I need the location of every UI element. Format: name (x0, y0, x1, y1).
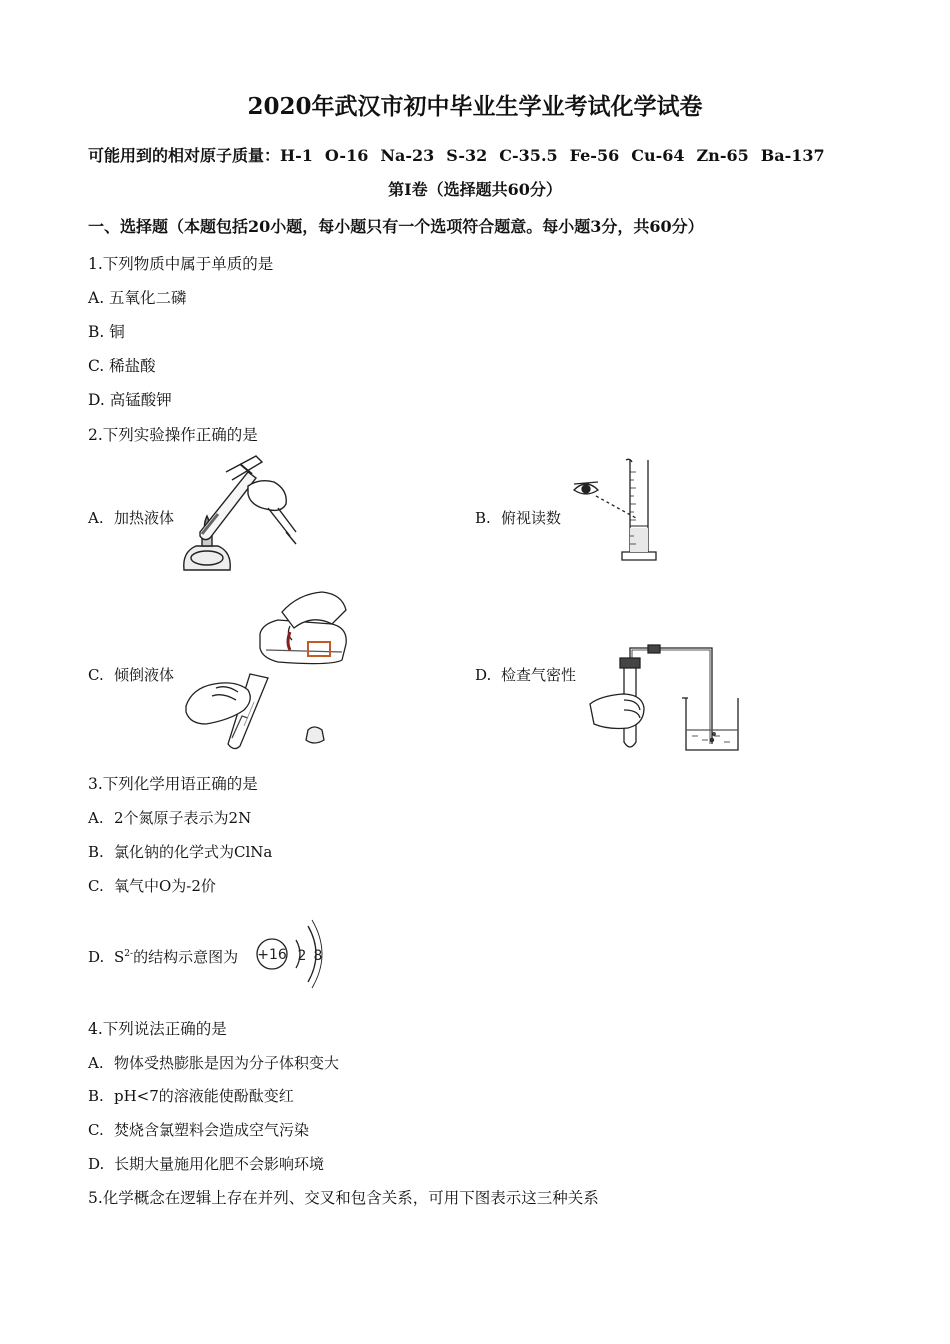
q3-option-b (88, 841, 272, 862)
q2-option-a-letter: A. (88, 509, 104, 527)
atomic-mass-item: H-1 (280, 146, 313, 165)
atomic-masses (88, 143, 825, 166)
shell-2-electrons: 8 (313, 948, 323, 964)
q3-option-c-letter: C. (88, 877, 104, 895)
q4-option-a (88, 1052, 339, 1073)
q4-option-d-text: 长期大量施用化肥不会影响环境 (114, 1155, 325, 1173)
pouring-liquid-figure (182, 588, 362, 750)
q1-option-c: C. 稀盐酸 (88, 357, 156, 375)
q4-option-d (88, 1153, 324, 1174)
q4-stem: 4.下列说法正确的是 (88, 1020, 227, 1038)
heating-liquid-figure (178, 452, 303, 574)
q2-stem: 2.下列实验操作正确的是 (88, 426, 258, 444)
q4-option-c (88, 1119, 309, 1140)
graduated-cylinder-figure (570, 456, 665, 566)
atomic-mass-item: C-35.5 (499, 146, 558, 165)
q3-option-b-text: 氯化钠的化学式为ClNa (114, 843, 273, 861)
section-heading: 一、选择题（本题包括20小题，每小题只有一个选项符合题意。每小题3分，共60分） (88, 217, 704, 236)
q2-option-d-text: 检查气密性 (501, 666, 577, 684)
q3-option-d (88, 946, 238, 967)
q3-option-a-letter: A. (88, 809, 104, 827)
atomic-masses-label: 可能用到的相对原子质量： (88, 146, 281, 165)
atomic-mass-item: Zn-65 (696, 146, 749, 165)
q2-option-d-letter: D. (475, 666, 492, 684)
q3-stem: 3.下列化学用语正确的是 (88, 775, 258, 793)
q1-stem: 1.下列物质中属于单质的是 (88, 255, 274, 273)
atomic-structure-figure (252, 912, 332, 996)
q4-option-a-letter: A. (88, 1054, 104, 1072)
q3-option-c-text: 氧气中O为-2价 (114, 877, 216, 895)
q1-option-b: B. 铜 (88, 323, 125, 341)
q2-option-a-text: 加热液体 (114, 509, 175, 527)
q3-option-a (88, 807, 251, 828)
q3-option-d-text: 的结构示意图为 (133, 948, 239, 966)
q4-option-b-text: pH<7的溶液能使酚酞变红 (114, 1087, 294, 1105)
q2-option-c (88, 664, 174, 685)
q4-option-b-letter: B. (88, 1087, 104, 1105)
q4-option-d-letter: D. (88, 1155, 105, 1173)
q2-option-c-letter: C. (88, 666, 104, 684)
q4-option-c-letter: C. (88, 1121, 104, 1139)
atomic-mass-item: Cu-64 (631, 146, 685, 165)
q3-option-c (88, 875, 216, 896)
sulfide-symbol: S (114, 948, 125, 966)
q3-option-d-letter: D. (88, 948, 105, 966)
sulfide-charge: 2- (124, 949, 134, 959)
nucleus-charge: +16 (257, 947, 287, 963)
q2-option-b-letter: B. (475, 509, 491, 527)
q1-option-d: D. 高锰酸钾 (88, 391, 172, 409)
q4-option-c-text: 焚烧含氯塑料会造成空气污染 (114, 1121, 310, 1139)
q2-option-d (475, 664, 576, 685)
airtightness-check-figure (588, 644, 743, 754)
q2-option-b (475, 507, 561, 528)
shell-1-electrons: 2 (297, 948, 307, 964)
q2-option-a (88, 507, 174, 528)
atomic-mass-item: S-32 (446, 146, 488, 165)
q3-option-b-letter: B. (88, 843, 104, 861)
q2-option-c-text: 倾倒液体 (114, 666, 175, 684)
atomic-mass-item: Na-23 (380, 146, 435, 165)
part-heading: 第I卷（选择题共60分） (388, 180, 562, 199)
q3-option-a-text: 2个氮原子表示为2N (114, 809, 252, 827)
q5-stem: 5.化学概念在逻辑上存在并列、交叉和包含关系，可用下图表示这三种关系 (88, 1189, 599, 1207)
atomic-mass-item: Fe-56 (569, 146, 620, 165)
q4-option-b (88, 1085, 294, 1106)
q2-option-b-text: 俯视读数 (501, 509, 562, 527)
atomic-mass-item: Ba-137 (760, 146, 825, 165)
page-title: 2020年武汉市初中毕业生学业考试化学试卷 (247, 93, 703, 120)
atomic-mass-item: O-16 (324, 146, 369, 165)
q4-option-a-text: 物体受热膨胀是因为分子体积变大 (114, 1054, 340, 1072)
q1-option-a: A. 五氧化二磷 (88, 289, 187, 307)
